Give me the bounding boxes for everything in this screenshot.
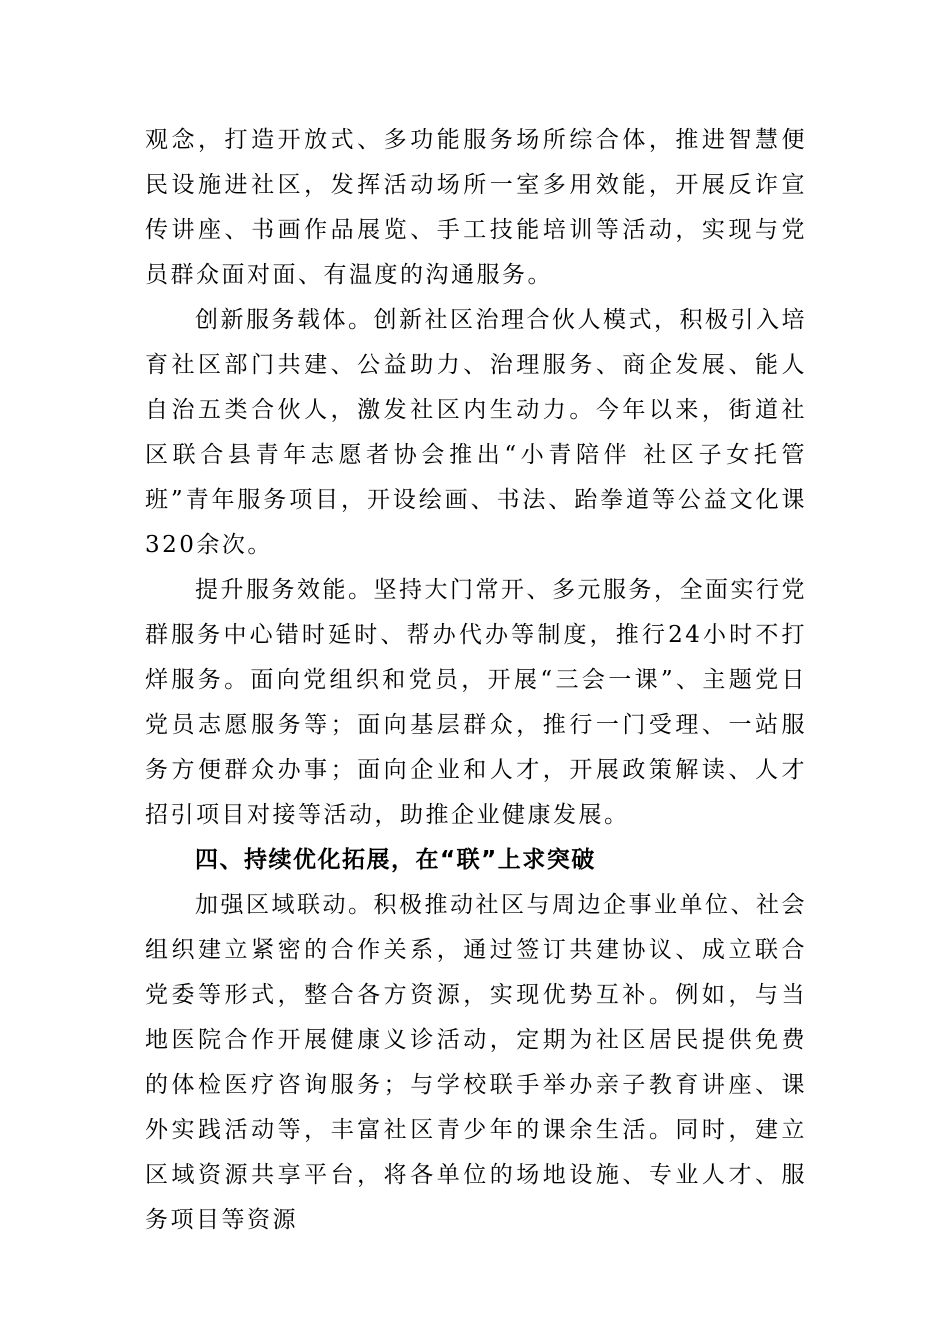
paragraph-improve-service-efficiency: 提升服务效能。坚持大门常开、多元服务，全面实行党群服务中心错时延时、帮办代办等制度，推行24小时不打烊服务。面向党组织和党员，开展“三会一课”、主题党日党员志愿服务等；面向基层群众，推行一门受理、一站服务方便群众办事；面向企业和人才，开展政策解读、人才招引项目对接等活动，助推企业健康发展。 [145,577,807,828]
paragraph-innovate-service-carrier: 创新服务载体。创新社区治理合伙人模式，积极引入培育社区部门共建、公益助力、治理服务、商企发展、能人自治五类合伙人，激发社区内生动力。今年以来，街道社区联合县青年志愿者协会推出“小青陪伴 社区子女托管班”青年服务项目，开设绘画、书法、跆拳道等公益文化课320余次。 [145,307,807,558]
section-heading: 四、持续优化拓展，在“联”上求突破 [195,847,596,873]
document-page [145,118,807,1243]
paragraph-continuation: 观念，打造开放式、多功能服务场所综合体，推进智慧便民设施进社区，发挥活动场所一室多用效能，开展反诈宣传讲座、书画作品展览、手工技能培训等活动，实现与党员群众面对面、有温度的沟通服务。 [145,127,807,288]
paragraph-regional-linkage: 加强区域联动。积极推动社区与周边企事业单位、社会组织建立紧密的合作关系，通过签订共建协议、成立联合党委等形式，整合各方资源，实现优势互补。例如，与当地医院合作开展健康义诊活动，定期为社区居民提供免费的体检医疗咨询服务；与学校联手举办亲子教育讲座、课外实践活动等，丰富社区青少年的课余生活。同时，建立区域资源共享平台，将各单位的场地设施、专业人才、服务项目等资源 [145,892,807,1233]
